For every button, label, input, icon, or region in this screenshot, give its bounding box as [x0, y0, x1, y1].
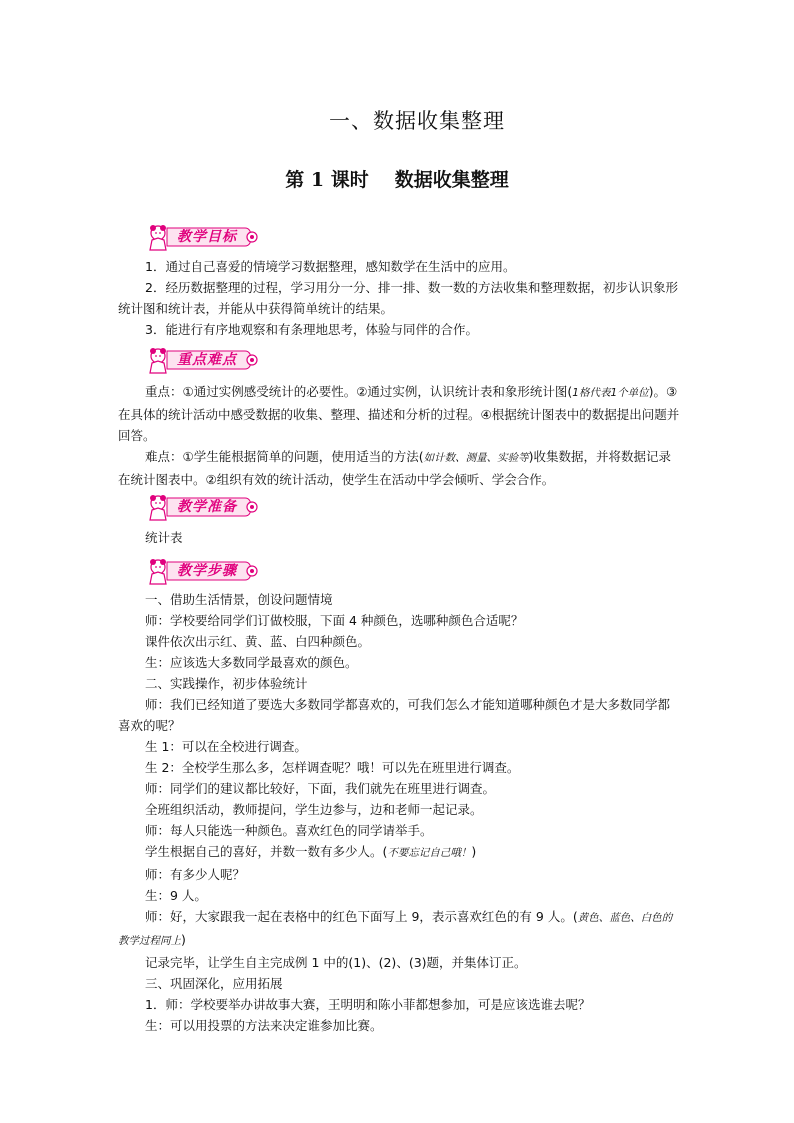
- step-2-heading: 二、实践操作，初步体验统计: [145, 676, 308, 691]
- step-2-line-10: 师：好，大家跟我一起在表格中的红色下面写上 9，表示喜欢红色的有 9 人。(黄色、蓝色、白色的教学过程同上): [118, 909, 673, 947]
- lesson-number: 第 1 课时: [285, 169, 369, 191]
- goal-2: 2．经历数据整理的过程，学习用分一分、排一排、数一数的方法收集和整理数据，初步认识象形统计图和统计表，并能从中获得简单统计的结果。: [118, 280, 678, 316]
- goals-section: [118, 256, 680, 340]
- steps-banner: [145, 556, 260, 586]
- steps-banner-label: 教学步骤: [177, 563, 237, 579]
- step-2-line-1: 师：我们已经知道了要选大多数同学都喜欢的，可我们怎么才能知道哪种颜色才是大多数同学都喜欢的呢？: [118, 697, 671, 733]
- key-points-section: [118, 381, 680, 490]
- step-3-line-1: 1．师：学校要举办讲故事大赛，王明明和陈小菲都想参加，可是应该选谁去呢？: [145, 997, 591, 1012]
- step-1-line-3: 生：应该选大多数同学最喜欢的颜色。: [145, 655, 358, 670]
- step-2-line-6: 师：每人只能选一种颜色。喜欢红色的同学请举手。: [145, 823, 433, 838]
- focus-points: 重点：①通过实例感受统计的必要性。②通过实例，认识统计表和象形统计图(1格代表1个单位)。③在具体的统计活动中感受数据的收集、整理、描述和分析的过程。④根据统计图表中的数据提出问题并回答。: [118, 384, 680, 443]
- lesson-title: [0, 165, 794, 192]
- step-2-line-4: 师：同学们的建议都比较好，下面，我们就先在班里进行调查。: [145, 781, 496, 796]
- unit-title: 一、数据收集整理: [329, 109, 505, 133]
- goal-1: 1．通过自己喜爱的情境学习数据整理，感知数学在生活中的应用。: [145, 259, 516, 274]
- step-3-heading: 三、巩固深化，应用拓展: [145, 976, 283, 991]
- step-2-line-8: 师：有多少人呢？: [145, 867, 246, 882]
- step-1-line-2: 课件依次出示红、黄、蓝、白四种颜色。: [145, 634, 371, 649]
- prep-banner: [145, 492, 260, 522]
- step-2-line-7: 学生根据自己的喜好，并数一数有多少人。(不要忘记自己哦！): [145, 844, 477, 859]
- step-3-line-2: 生：可以用投票的方法来决定谁参加比赛。: [145, 1018, 383, 1033]
- step-1-heading: 一、借助生活情景，创设问题情境: [145, 592, 333, 607]
- lesson-name: 数据收集整理: [394, 169, 509, 191]
- key-points-banner: [145, 345, 260, 375]
- prep-section: [118, 527, 680, 548]
- step-2-line-2: 生 1：可以在全校进行调查。: [145, 739, 307, 754]
- step-2-line-9: 生：9 人。: [145, 888, 207, 903]
- prep-banner-label: 教学准备: [177, 499, 237, 515]
- step-1-line-1: 师：学校要给同学们订做校服，下面 4 种颜色，选哪种颜色合适呢？: [145, 613, 524, 628]
- difficult-points: 难点：①学生能根据简单的问题，使用适当的方法(如计数、测量、实验等)收集数据，并将数据记录在统计图表中。②组织有效的统计活动，使学生在活动中学会倾听、学会合作。: [118, 449, 671, 487]
- goals-banner-label: 教学目标: [177, 229, 237, 245]
- step-2-line-5: 全班组织活动，教师提问，学生边参与，边和老师一起记录。: [145, 802, 483, 817]
- prep-text: 统计表: [145, 530, 183, 545]
- goals-banner: [145, 222, 260, 252]
- step-2-line-3: 生 2：全校学生那么多，怎样调查呢？哦！可以先在班里进行调查。: [145, 760, 520, 775]
- goal-3: 3．能进行有序地观察和有条理地思考，体验与同伴的合作。: [145, 322, 478, 337]
- steps-section: [118, 589, 680, 1036]
- step-2-line-11: 记录完毕，让学生自主完成例 1 中的(1)、(2)、(3)题，并集体订正。: [145, 955, 527, 970]
- key-points-banner-label: 重点难点: [177, 352, 237, 368]
